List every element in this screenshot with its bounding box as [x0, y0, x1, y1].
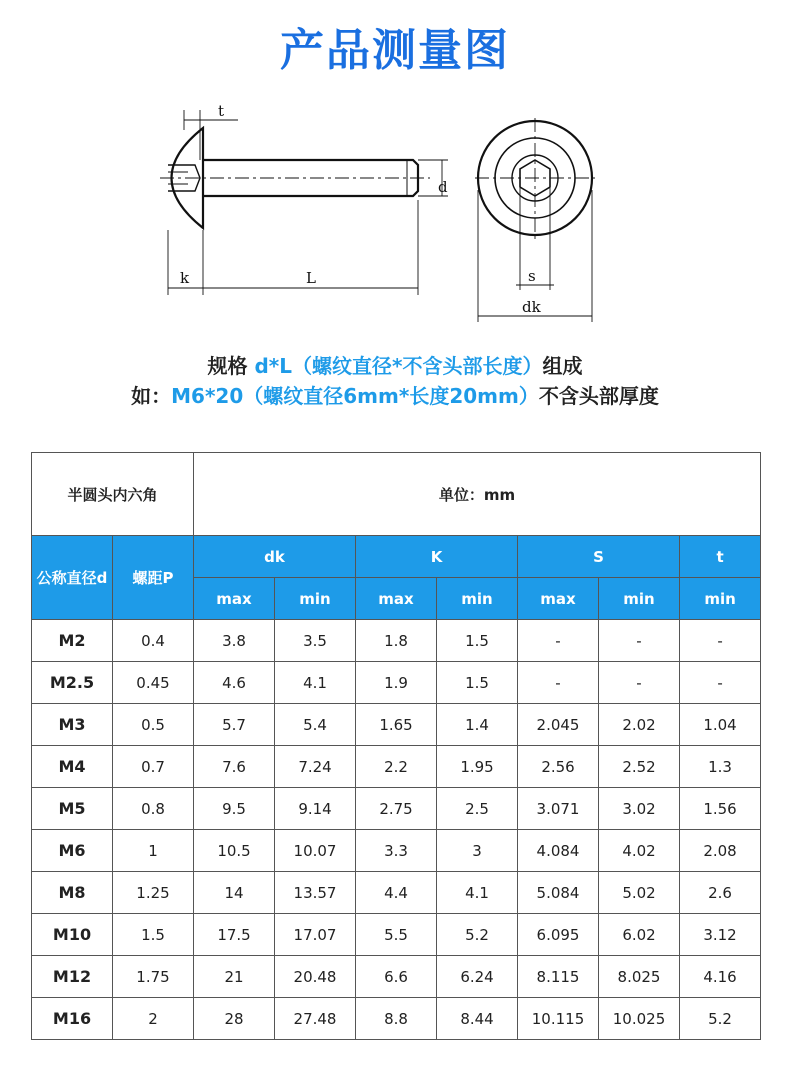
value-cell: 2.02: [599, 704, 680, 746]
value-cell: 10.115: [518, 998, 599, 1040]
subheader-cell: max: [518, 578, 599, 620]
table-row: [32, 620, 761, 662]
value-cell: 0.45: [113, 662, 194, 704]
value-cell: 13.57: [275, 872, 356, 914]
value-cell: 5.7: [194, 704, 275, 746]
value-cell: 1: [113, 830, 194, 872]
value-cell: 7.24: [275, 746, 356, 788]
page-title: 产品测量图: [280, 25, 510, 76]
value-cell: 6.6: [356, 956, 437, 998]
subheader-cell: min: [599, 578, 680, 620]
value-cell: 17.5: [194, 914, 275, 956]
product-name-cell: 半圆头内六角: [32, 453, 194, 536]
value-cell: 3.8: [194, 620, 275, 662]
table-row: [32, 872, 761, 914]
value-cell: 8.44: [437, 998, 518, 1040]
value-cell: 1.25: [113, 872, 194, 914]
value-cell: 2.56: [518, 746, 599, 788]
label-t: t: [218, 102, 225, 120]
spec-line-1: [0, 350, 790, 379]
value-cell: 3.02: [599, 788, 680, 830]
value-cell: 0.7: [113, 746, 194, 788]
table-row: [32, 956, 761, 998]
value-cell: 2.045: [518, 704, 599, 746]
value-cell: 1.56: [680, 788, 761, 830]
value-cell: 6.02: [599, 914, 680, 956]
value-cell: 4.16: [680, 956, 761, 998]
table-row: [32, 746, 761, 788]
size-cell: M16: [32, 998, 113, 1040]
label-d: d: [438, 178, 448, 196]
value-cell: 2.75: [356, 788, 437, 830]
value-cell: 6.24: [437, 956, 518, 998]
size-cell: M3: [32, 704, 113, 746]
size-cell: M5: [32, 788, 113, 830]
value-cell: 20.48: [275, 956, 356, 998]
subheader-cell: min: [437, 578, 518, 620]
value-cell: -: [599, 662, 680, 704]
value-cell: 5.2: [680, 998, 761, 1040]
label-L: L: [306, 269, 316, 287]
value-cell: 1.9: [356, 662, 437, 704]
value-cell: 2: [113, 998, 194, 1040]
value-cell: 2.52: [599, 746, 680, 788]
value-cell: 3.12: [680, 914, 761, 956]
value-cell: 1.65: [356, 704, 437, 746]
value-cell: 8.115: [518, 956, 599, 998]
value-cell: 5.02: [599, 872, 680, 914]
size-cell: M8: [32, 872, 113, 914]
table-row: [32, 788, 761, 830]
table-row: [32, 830, 761, 872]
size-cell: M4: [32, 746, 113, 788]
value-cell: 14: [194, 872, 275, 914]
value-cell: 0.5: [113, 704, 194, 746]
value-cell: -: [680, 620, 761, 662]
header-diameter: 公称直径d: [32, 536, 113, 620]
screw-dimension-drawing: [150, 100, 610, 330]
value-cell: 7.6: [194, 746, 275, 788]
table-row: [32, 914, 761, 956]
subheader-cell: min: [680, 578, 761, 620]
value-cell: 0.8: [113, 788, 194, 830]
subheader-cell: max: [194, 578, 275, 620]
subheader-cell: max: [356, 578, 437, 620]
value-cell: 17.07: [275, 914, 356, 956]
dimension-table: [31, 452, 761, 1040]
header-k: K: [356, 536, 518, 578]
spec-line-1-suffix: 组成: [542, 354, 583, 378]
value-cell: 4.6: [194, 662, 275, 704]
value-cell: 5.084: [518, 872, 599, 914]
value-cell: 10.025: [599, 998, 680, 1040]
value-cell: 2.5: [437, 788, 518, 830]
value-cell: 3: [437, 830, 518, 872]
header-t: t: [680, 536, 761, 578]
unit-cell: 单位：mm: [194, 453, 761, 536]
size-cell: M12: [32, 956, 113, 998]
value-cell: 2.08: [680, 830, 761, 872]
header-dk: dk: [194, 536, 356, 578]
spec-line-2: [0, 380, 790, 409]
value-cell: 3.3: [356, 830, 437, 872]
label-s: s: [528, 267, 536, 285]
value-cell: 1.04: [680, 704, 761, 746]
size-cell: M6: [32, 830, 113, 872]
value-cell: 9.5: [194, 788, 275, 830]
value-cell: 27.48: [275, 998, 356, 1040]
size-cell: M2: [32, 620, 113, 662]
label-k: k: [180, 269, 190, 287]
value-cell: -: [599, 620, 680, 662]
table-row: [32, 662, 761, 704]
table-row: [32, 704, 761, 746]
value-cell: -: [518, 662, 599, 704]
value-cell: 10.07: [275, 830, 356, 872]
value-cell: 4.1: [275, 662, 356, 704]
label-dk: dk: [522, 298, 541, 316]
value-cell: 5.2: [437, 914, 518, 956]
spec-line-1-prefix: 规格: [207, 354, 255, 378]
size-cell: M2.5: [32, 662, 113, 704]
value-cell: 9.14: [275, 788, 356, 830]
value-cell: 2.2: [356, 746, 437, 788]
value-cell: 28: [194, 998, 275, 1040]
value-cell: 4.02: [599, 830, 680, 872]
value-cell: 1.5: [113, 914, 194, 956]
spec-line-2-prefix: 如：: [131, 384, 172, 408]
size-cell: M10: [32, 914, 113, 956]
value-cell: 6.095: [518, 914, 599, 956]
value-cell: 1.5: [437, 662, 518, 704]
subheader-cell: min: [275, 578, 356, 620]
spec-line-2-suffix: 不含头部厚度: [538, 384, 659, 408]
value-cell: 4.1: [437, 872, 518, 914]
value-cell: 1.8: [356, 620, 437, 662]
value-cell: 3.5: [275, 620, 356, 662]
spec-line-2-highlight: M6*20（螺纹直径6mm*长度20mm）: [171, 384, 539, 408]
value-cell: 1.5: [437, 620, 518, 662]
header-pitch: 螺距P: [113, 536, 194, 620]
spec-line-1-highlight: d*L（螺纹直径*不含头部长度）: [254, 354, 543, 378]
header-s: S: [518, 536, 680, 578]
value-cell: 1.3: [680, 746, 761, 788]
value-cell: 1.95: [437, 746, 518, 788]
value-cell: 3.071: [518, 788, 599, 830]
value-cell: 4.4: [356, 872, 437, 914]
value-cell: 21: [194, 956, 275, 998]
value-cell: -: [518, 620, 599, 662]
value-cell: 5.5: [356, 914, 437, 956]
value-cell: 1.75: [113, 956, 194, 998]
value-cell: 8.8: [356, 998, 437, 1040]
value-cell: 10.5: [194, 830, 275, 872]
value-cell: 2.6: [680, 872, 761, 914]
value-cell: -: [680, 662, 761, 704]
table-row: [32, 998, 761, 1040]
value-cell: 1.4: [437, 704, 518, 746]
value-cell: 8.025: [599, 956, 680, 998]
value-cell: 4.084: [518, 830, 599, 872]
value-cell: 5.4: [275, 704, 356, 746]
value-cell: 0.4: [113, 620, 194, 662]
